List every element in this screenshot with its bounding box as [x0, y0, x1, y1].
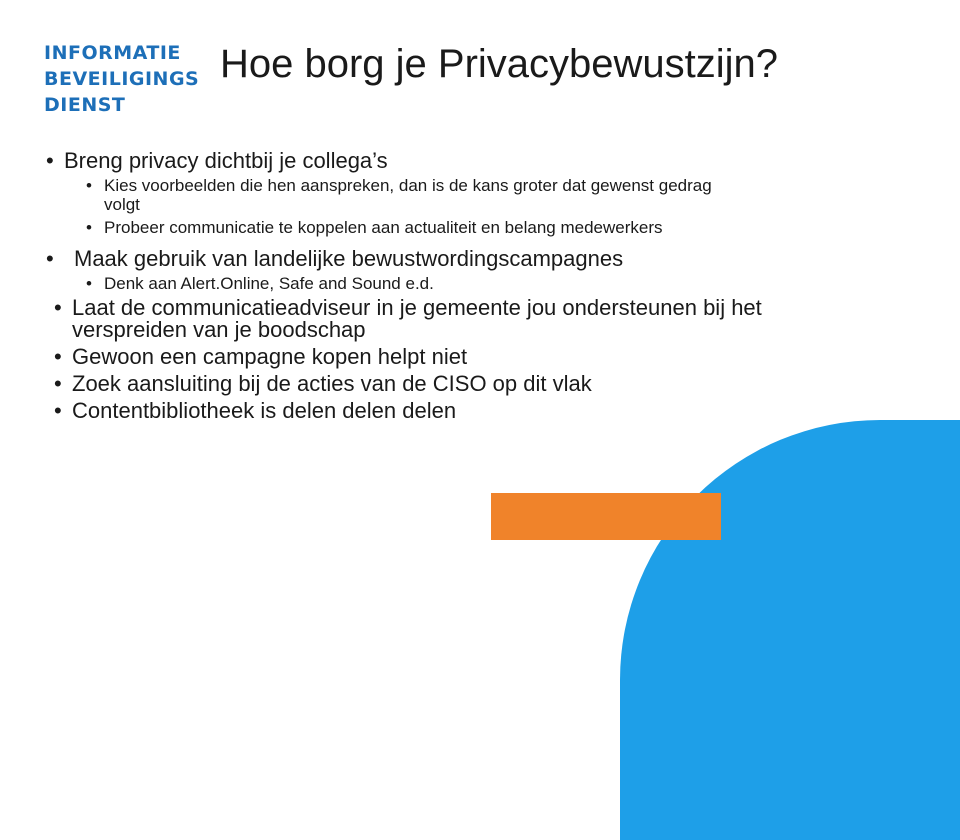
list-item-text: Contentbibliotheek is delen delen delen	[72, 398, 457, 423]
list-item-text: Kies voorbeelden die hen aanspreken, dan is de kans groter dat gewenst gedrag	[104, 176, 712, 195]
bullet-marker: •	[54, 344, 62, 369]
list-item	[54, 371, 592, 397]
list-item-text: Laat de communicatieadviseur in je gemeente jou ondersteunen bij het	[72, 295, 762, 320]
list-item-text: verspreiden van je boodschap	[72, 317, 366, 342]
bullet-marker: •	[86, 274, 92, 293]
logo-line-1: INFORMATIE	[44, 42, 181, 64]
bullet-marker: •	[86, 176, 92, 195]
list-item-text: Breng privacy dichtbij je collega’s	[64, 148, 388, 173]
bullet-marker: •	[86, 218, 92, 237]
list-item-text: Denk aan Alert.Online, Safe and Sound e.d.	[104, 274, 434, 293]
list-item	[46, 148, 388, 174]
decorative-orange-bar	[491, 493, 721, 540]
list-item	[46, 246, 623, 272]
list-item	[54, 344, 467, 370]
bullet-marker: •	[54, 371, 62, 396]
bullet-marker: •	[46, 148, 54, 173]
slide-title: Hoe borg je Privacybewustzijn?	[220, 42, 779, 86]
list-item	[86, 274, 434, 293]
bullet-marker: •	[54, 295, 62, 320]
bullet-marker: •	[54, 398, 62, 423]
list-item-text: Probeer communicatie te koppelen aan actualiteit en belang medewerkers	[104, 218, 663, 237]
list-item-text: Maak gebruik van landelijke bewustwordingscampagnes	[74, 246, 624, 271]
list-item-text: volgt	[104, 195, 140, 214]
bullet-marker: •	[46, 246, 54, 271]
list-item-text: Gewoon een campagne kopen helpt niet	[72, 344, 468, 369]
list-item	[86, 218, 663, 237]
list-item	[86, 176, 712, 195]
list-item-continuation	[104, 195, 140, 214]
list-item	[54, 398, 456, 424]
list-item-continuation	[72, 317, 366, 343]
list-item-text: Zoek aansluiting bij de acties van de CISO op dit vlak	[72, 371, 592, 396]
logo-line-2: BEVEILIGINGS	[44, 68, 200, 90]
logo-line-3: DIENST	[44, 94, 126, 116]
